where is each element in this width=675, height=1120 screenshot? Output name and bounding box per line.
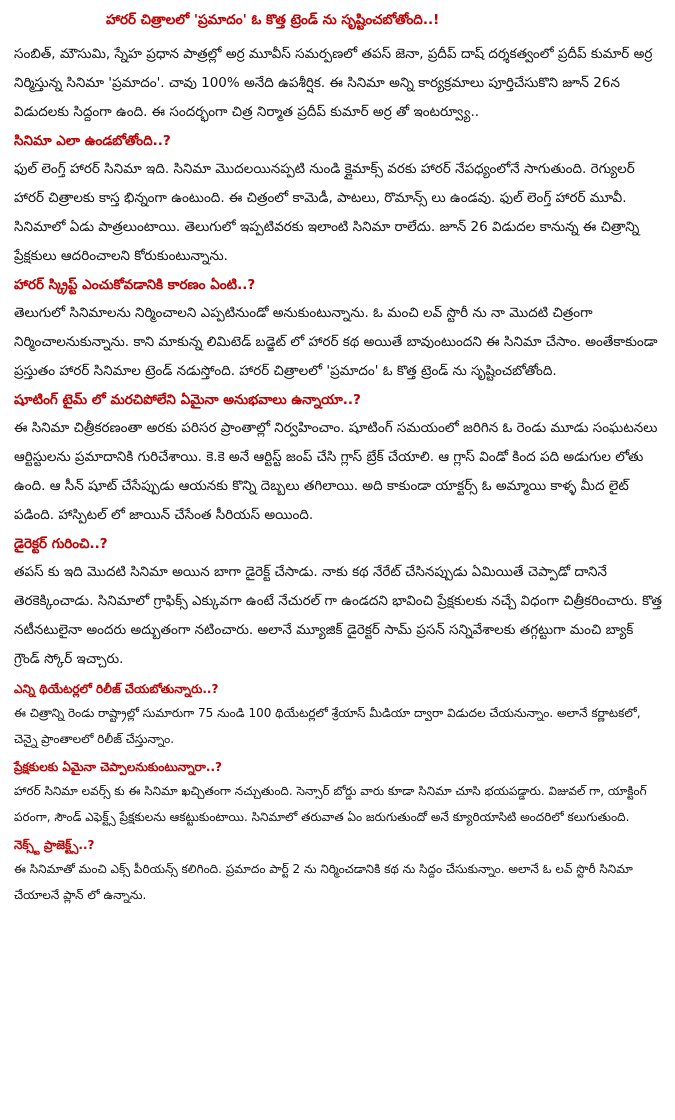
section-body-next-projects: ఈ సినిమాతో మంచి ఎక్స్ పీరియన్స్ కలిగింది. ప్రమాదం పార్ట్ 2 ను నిర్మించడానికి కథ ను సిద్దం చేసుకున్నాం. అలానే ఓ లవ్ స్టొరీ సినిమా చేయాలనే ప్లాన్ లో ఉన్నాను.: [14, 862, 633, 902]
section-body-how-is-the-movie: ఫుల్ లెంగ్త్ హారర్ సినిమా ఇది. సినిమా మొదలయినప్పటి నుండి క్లైమాక్స్ వరకు హారర్ నేపధ్యంలోనే సాగుతుంది. రెగ్యులర్ హారర్ చిత్రాలకు కాస్త భిన్నంగా ఉంటుంది. ఈ చిత్రంలో కామెడీ, పాటలు, రొమాన్స్ లు ఉండవు. ఫుల్ లెంగ్త్ హారర్ మూవీ. సినిమాలో ఏడు పాత్రలుంటాయి. తెలుగులో ఇప్పటివరకు ఇలాంటి సినిమా రాలేదు. జూన్ 26 విడుదల కానున్న ఈ చిత్రాన్ని ప్రేక్షకులు ఆదరించాలని కోరుకుంటున్నాను.: [14, 161, 640, 264]
section-heading-about-director: డైరెక్టర్ గురించి..?: [14, 536, 108, 552]
section-body-message-to-audience: హారర్ సినిమా లవర్స్ కు ఈ సినిమా ఖచ్చితంగా నచ్చుతుంది. సెన్సార్ బోర్డు వారు కూడా సినిమా చూసి భయపడ్డారు. విజువల్ గా, యాక్టింగ్ పరంగా, సౌండ్ ఎఫెక్ట్స్ ప్రేక్షకులను ఆకట్టుకుంటాయి. సినిమాలో తరువాత ఏం జరుగుతుందో అనే క్యూరియాసిటి అందరిలో కలుగుతుంది.: [14, 784, 647, 824]
section-heading-next-projects: నెక్స్ట్ ప్రాజెక్ట్స్..?: [14, 838, 95, 852]
section-heading-how-is-the-movie: సినిమా ఎలా ఉండబోతోంది..?: [14, 133, 171, 149]
article-title: హారర్ చిత్రాలలో 'ప్రమాదం' ఓ కొత్త ట్రెండ్ ను సృష్టించబోతోంది..!: [106, 12, 440, 28]
section-heading-message-to-audience: ప్రేక్షకులకు ఏమైనా చెప్పాలనుకుంటున్నారా..?: [14, 760, 222, 774]
section-body-why-horror-script: తెలుగులో సినిమాలను నిర్మించాలని ఎప్పటినుండో అనుకుంటున్నాను. ఓ మంచి లవ్ స్టొరీ ను నా మొదటి చిత్రంగా నిర్మించాలనుకున్నాను. కాని మాకున్న లిమిటెడ్ బడ్జెట్ లో హారర్ కథ అయితే బావుంటుందని ఈ సినిమా చేసాం. అంతేకాకుండా ప్రస్తుతం హారర్ సినిమాల ట్రెండ్ నడుస్తోంది. హారర్ చిత్రాలలో 'ప్రమాదం' ఓ కొత్త ట్రెండ్ ను సృష్టించబోతోంది.: [14, 305, 658, 379]
section-heading-theatres: ఎన్ని థియేటర్లలో రిలీజ్ చేయబోతున్నారు..?: [14, 682, 219, 696]
intro-paragraph: సంబిత్, మౌసుమి, స్నేహ ప్రధాన పాత్రల్లో అర్ర మూవీస్ సమర్పణలో తపస్ జెనా, ప్రదీప్ దాష్ దర్శకత్వంలో ప్రదీప్ కుమార్ అర్ర నిర్మిస్తున్న సినిమా 'ప్రమాదం'. చావు 100% అనేది ఉపశీర్షిక. ఈ సినిమా అన్ని కార్యక్రమాలు పూర్తిచేసుకొని జూన్ 26న విడుదలకు సిద్దంగా ఉంది. ఈ సందర్భంగా చిత్ర నిర్మాత ప్రదీప్ కుమార్ అర్ర తో ఇంటర్వ్యూ..: [14, 46, 653, 120]
section-body-about-director: తపస్ కు ఇది మొదటి సినిమా అయిన బాగా డైరెక్ట్ చేసాడు. నాకు కథ నేరేట్ చేసినప్పుడు ఏమియితే చెప్పాడో దానినే తెరకెక్కించాడు. సినిమాలో గ్రాఫిక్స్ ఎక్కువగా ఉంటే నేచురల్ గా ఉండదని భావించి ప్రేక్షకులకు నచ్చే విధంగా చిత్రీకరించారు. కొత్త నటీనటులైనా అందరు అద్బుతంగా నటించారు. అలానే మ్యూజిక్ డైరెక్టర్ సామ్ ప్రసన్ సన్నివేశాలకు తగ్గట్టుగా మంచి బ్యాక్ గ్రౌండ్ స్కోర్ ఇచ్చారు.: [14, 564, 663, 667]
section-body-shooting-experiences: ఈ సినిమా చిత్రీకరణంతా అరకు పరిసర ప్రాంతాల్లో నిర్వహించాం. షూటింగ్ సమయంలో జరిగిన ఓ రెండు మూడు సంఘటనలు ఆర్టిస్టులను ప్రమాదానికి గురిచేశాయి. కె.కె అనే ఆర్టిస్ట్ జంప్ చేసి గ్లాస్ బ్రేక్ చేయాలి. ఆ గ్లాస్ విండో కింద పది అడుగుల లోతు ఉంది. ఆ సీన్ షూట్ చేసేప్పుడు ఆయనకు కొన్ని దెబ్బలు తగిలాయి. అది కాకుండా యాక్టర్స్ ఓ అమ్మాయి కాళ్ళ మీద లైట్ పడింది. హాస్పిటల్ లో జాయిన్ చేసేంత సీరియస్ అయింది.: [14, 420, 658, 523]
section-body-theatres: ఈ చిత్రాన్ని రెండు రాష్ట్రాల్లో సుమారుగా 75 నుండి 100 థియేటర్లలో శ్రేయాస్ మీడియా ద్వారా విడుదల చేయనున్నాం. అలానే కర్ణాటకలో, చెన్నై ప్రాంతాలలో రిలీజ్ చేస్తున్నాం.: [14, 706, 641, 746]
section-heading-shooting-experiences: షూటింగ్ టైమ్ లో మరచిపోలేని ఏమైనా అనుభవాలు ఉన్నాయా..?: [14, 392, 361, 408]
section-heading-why-horror-script: హారర్ స్క్రిప్ట్ ఎంచుకోవడానికి కారణం ఏంటి..?: [14, 277, 256, 293]
